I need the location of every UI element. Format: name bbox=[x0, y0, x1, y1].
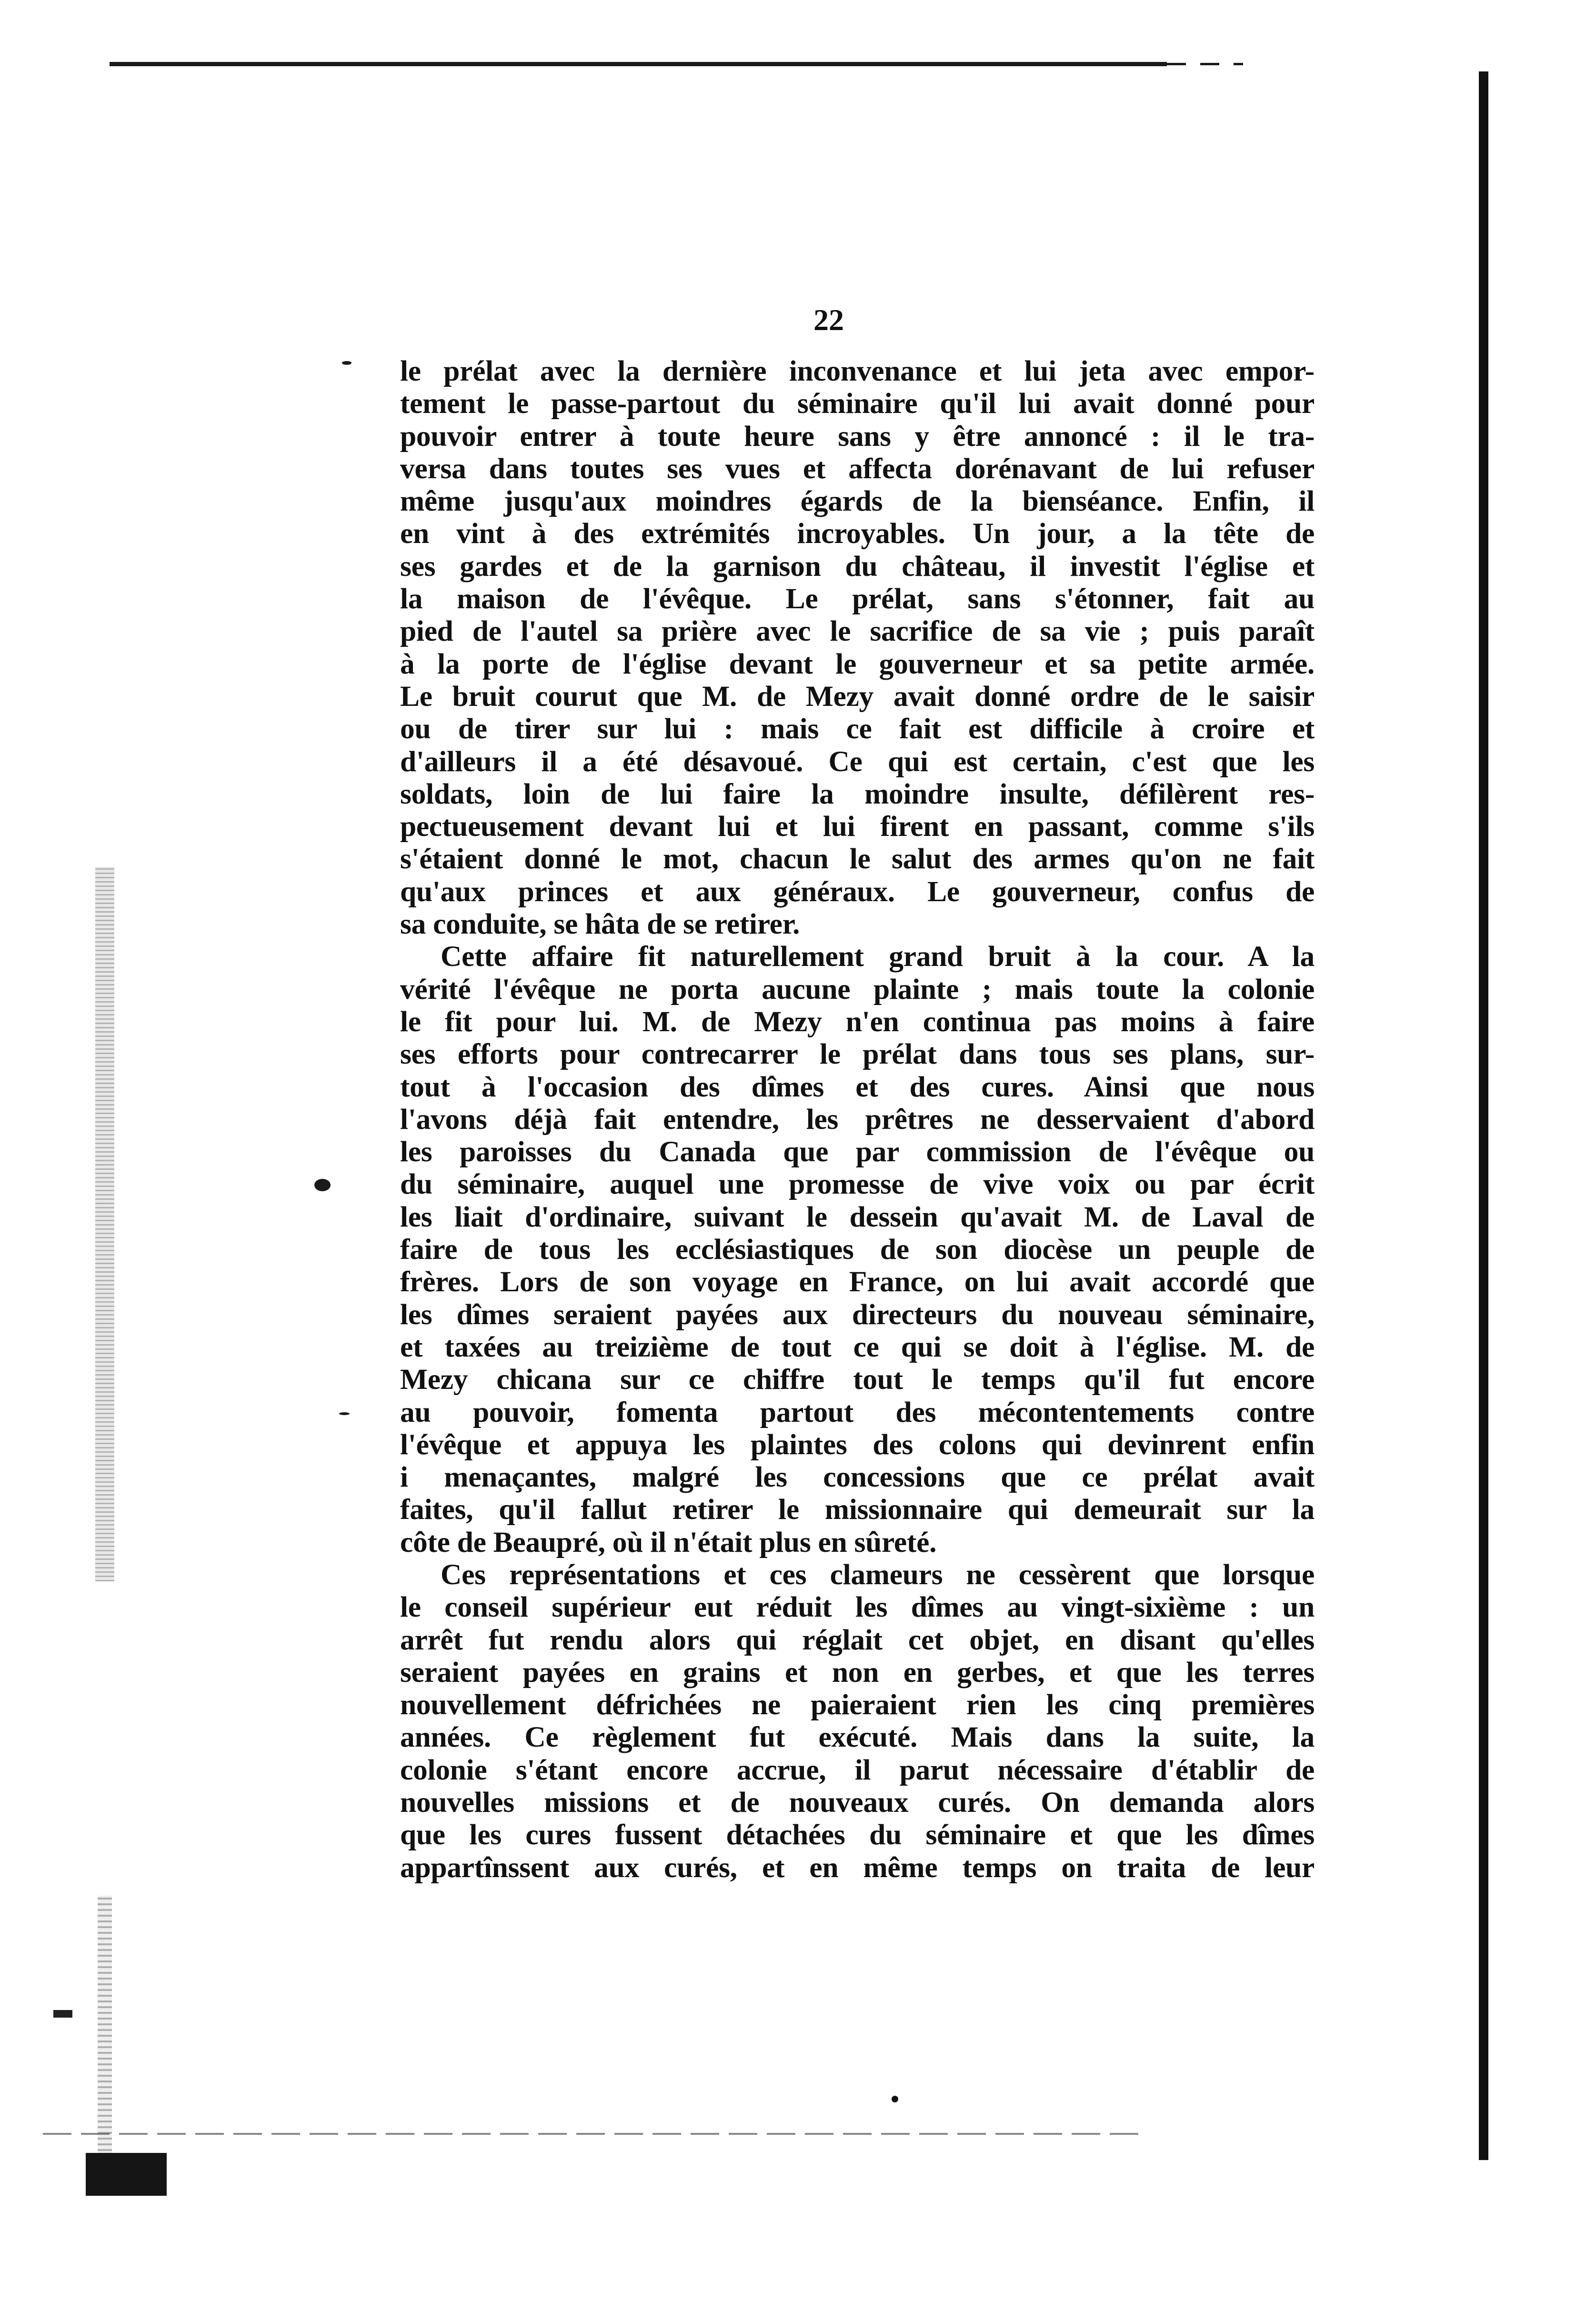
scan-right-border bbox=[1479, 71, 1488, 2160]
text-line: la maison de l'évêque. Le prélat, sans s'étonner, fait au bbox=[400, 583, 1315, 615]
scan-binding-edge-lower bbox=[98, 1896, 112, 2191]
text-line: les dîmes seraient payées aux directeurs du nouveau séminaire, bbox=[400, 1298, 1315, 1331]
text-line: à la porte de l'église devant le gouverneur et sa petite armée. bbox=[400, 647, 1315, 680]
text-line: pouvoir entrer à toute heure sans y être annoncé : il le tra- bbox=[400, 420, 1315, 452]
text-line: que les cures fussent détachées du séminaire et que les dîmes bbox=[400, 1819, 1315, 1851]
text-line: pied de l'autel sa prière avec le sacrifice de sa vie ; puis paraît bbox=[400, 615, 1315, 648]
text-line: vérité l'évêque ne porta aucune plainte ; mais toute la colonie bbox=[400, 973, 1315, 1005]
text-line: l'avons déjà fait entendre, les prêtres ne desservaient d'abord bbox=[400, 1103, 1315, 1136]
text-line: arrêt fut rendu alors qui réglait cet objet, en disant qu'elles bbox=[400, 1623, 1315, 1656]
scan-bottom-rule bbox=[43, 2133, 1138, 2135]
text-line: années. Ce règlement fut exécuté. Mais dans la suite, la bbox=[400, 1721, 1315, 1754]
text-line: sa conduite, se hâta de se retirer. bbox=[400, 908, 800, 941]
text-line: ses gardes et de la garnison du château, il investit l'église et bbox=[400, 550, 1315, 583]
text-line: colonie s'étant encore accrue, il parut nécessaire d'établir de bbox=[400, 1753, 1315, 1786]
text-line: i menaçantes, malgré les concessions que ce prélat avait bbox=[400, 1461, 1315, 1494]
text-line: nouvellement défrichées ne paieraient rien les cinq premières bbox=[400, 1689, 1315, 1721]
text-line: versa dans toutes ses vues et affecta dorénavant de lui refuser bbox=[400, 452, 1315, 485]
text-line: nouvelles missions et de nouveaux curés. On demanda alors bbox=[400, 1786, 1315, 1819]
text-line: du séminaire, auquel une promesse de vive voix ou par écrit bbox=[400, 1168, 1315, 1201]
text-line: et taxées au treizième de tout ce qui se doit à l'église. M. de bbox=[400, 1330, 1315, 1363]
text-line: frères. Lors de son voyage en France, on lui avait accordé que bbox=[400, 1266, 1315, 1298]
text-line: tement le passe-partout du séminaire qu'il lui avait donné pour bbox=[400, 387, 1315, 420]
text-line: faites, qu'il fallut retirer le missionnaire qui demeurait sur la bbox=[400, 1493, 1315, 1526]
paragraph bbox=[400, 940, 1315, 1558]
text-line: en vint à des extrémités incroyables. Un jour, a la tête de bbox=[400, 517, 1315, 550]
text-line: Cette affaire fit naturellement grand bruit à la cour. A la bbox=[441, 940, 1315, 973]
scan-margin-mark bbox=[53, 2010, 72, 2018]
text-line: d'ailleurs il a été désavoué. Ce qui est certain, c'est que les bbox=[400, 745, 1315, 778]
text-line: le fit pour lui. M. de Mezy n'en continua pas moins à faire bbox=[400, 1005, 1315, 1038]
text-line: l'évêque et appuya les plaintes des colons qui devinrent enfin bbox=[400, 1428, 1315, 1461]
text-line: les liait d'ordinaire, suivant le dessein qu'avait M. de Laval de bbox=[400, 1200, 1315, 1233]
scan-corner-mark bbox=[86, 2153, 167, 2196]
page-number: 22 bbox=[813, 303, 844, 337]
text-line: même jusqu'aux moindres égards de la bienséance. Enfin, il bbox=[400, 485, 1315, 518]
text-line: Le bruit courut que M. de Mezy avait donné ordre de le saisir bbox=[400, 680, 1315, 713]
text-line: le prélat avec la dernière inconvenance et lui jeta avec empor- bbox=[400, 355, 1315, 387]
text-line: ses efforts pour contrecarrer le prélat dans tous ses plans, sur- bbox=[400, 1038, 1315, 1071]
text-line: soldats, loin de lui faire la moindre insulte, défilèrent res- bbox=[400, 777, 1315, 810]
page-end-dot bbox=[892, 2096, 898, 2102]
scan-speck bbox=[339, 1412, 350, 1415]
text-line: ou de tirer sur lui : mais ce fait est difficile à croire et bbox=[400, 713, 1315, 745]
text-line: au pouvoir, fomenta partout des mécontentements contre bbox=[400, 1396, 1315, 1428]
text-line: qu'aux princes et aux généraux. Le gouverneur, confus de bbox=[400, 875, 1315, 908]
text-line: seraient payées en grains et non en gerbes, et que les terres bbox=[400, 1656, 1315, 1689]
text-line: s'étaient donné le mot, chacun le salut des armes qu'on ne fait bbox=[400, 843, 1315, 875]
text-line: pectueusement devant lui et lui firent en passant, comme s'ils bbox=[400, 810, 1315, 843]
scan-top-rule bbox=[110, 62, 1167, 66]
text-line: le conseil supérieur eut réduit les dîmes au vingt-sixième : un bbox=[400, 1591, 1315, 1624]
text-line: appartînssent aux curés, et en même temps on traita de leur bbox=[400, 1851, 1315, 1884]
paragraph bbox=[400, 1558, 1315, 1884]
text-line: tout à l'occasion des dîmes et des cures. Ainsi que nous bbox=[400, 1070, 1315, 1103]
text-line: Ces représentations et ces clameurs ne cessèrent que lorsque bbox=[441, 1558, 1315, 1591]
paragraph bbox=[400, 355, 1315, 940]
text-line: côte de Beaupré, où il n'était plus en sûreté. bbox=[400, 1526, 937, 1558]
scan-speck bbox=[342, 361, 351, 365]
scan-speck bbox=[314, 1179, 331, 1191]
text-line: les paroisses du Canada que par commission de l'évêque ou bbox=[400, 1136, 1315, 1168]
body-text bbox=[400, 355, 1315, 1884]
scan-top-rule-tail bbox=[1167, 63, 1243, 65]
scan-binding-edge bbox=[95, 867, 114, 1581]
text-line: faire de tous les ecclésiastiques de son diocèse un peuple de bbox=[400, 1233, 1315, 1266]
text-line: Mezy chicana sur ce chiffre tout le temps qu'il fut encore bbox=[400, 1363, 1315, 1396]
